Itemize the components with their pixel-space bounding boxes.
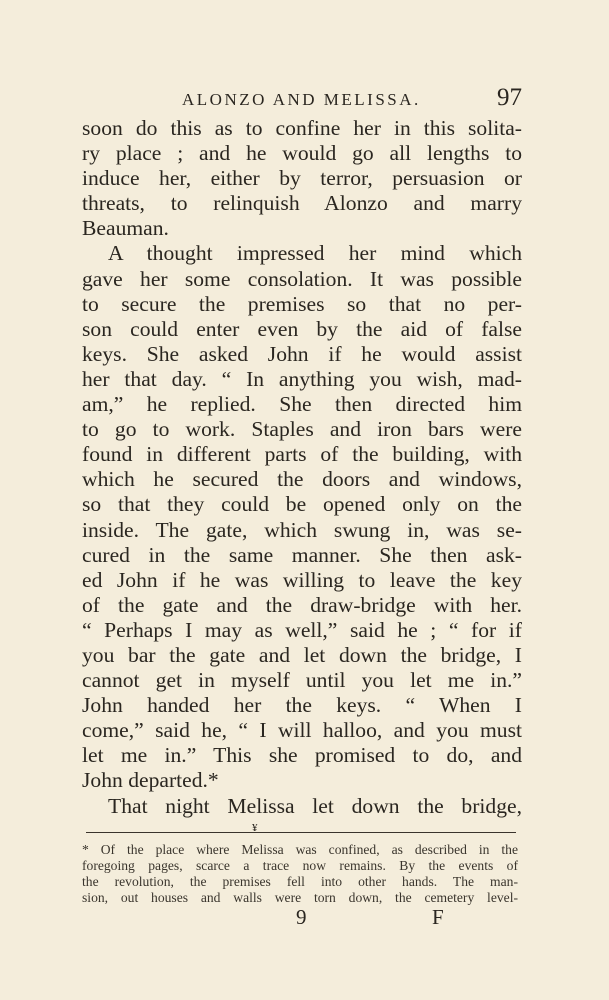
text-line: of the gate and the draw-bridge with her. <box>82 592 522 617</box>
text-line: John handed her the keys. “ When I <box>82 693 522 718</box>
text-line: ed John if he was willing to leave the key <box>82 567 522 592</box>
text-line: John departed.* <box>82 768 219 793</box>
text-line: ry place ; and he would go all lengths to <box>82 141 522 166</box>
footnote-rule <box>86 832 516 833</box>
text-line: cured in the same manner. She then ask- <box>82 542 522 567</box>
footnote-line: the revolution, the premises fell into other hands. The man- <box>82 874 518 889</box>
footnote <box>82 842 518 906</box>
text-line: come,” said he, “ I will halloo, and you must <box>82 718 522 743</box>
footnote-line: foregoing pages, scarce a trace now remains. By the events of <box>82 858 518 873</box>
text-line: which he secured the doors and windows, <box>82 467 522 492</box>
text-line: you bar the gate and let down the bridge, I <box>82 642 522 667</box>
text-line: found in different parts of the building, with <box>82 442 522 467</box>
signature-letter: F <box>432 905 444 929</box>
text-line: threats, to relinquish Alonzo and marry <box>82 191 522 216</box>
text-line: A thought impressed her mind which <box>108 241 522 266</box>
rule-mark: ¥ <box>252 822 258 834</box>
footnote-line: sion, out houses and walls were torn down, the cemetery level- <box>82 890 518 905</box>
text-line: Beauman. <box>82 216 169 241</box>
page-number: 97 <box>497 84 522 111</box>
text-line: so that they could be opened only on the <box>82 492 522 517</box>
body-text <box>82 116 522 819</box>
text-line: to go to work. Staples and iron bars were <box>82 417 522 442</box>
text-line: cannot get in myself until you let me in.” <box>82 668 522 693</box>
running-title: ALONZO AND MELISSA. <box>182 90 421 109</box>
signature-marks <box>82 905 522 935</box>
text-line: That night Melissa let down the bridge, <box>108 793 522 818</box>
footnote-line: * Of the place where Melissa was confined, as described in the <box>82 842 518 857</box>
text-line: am,” he replied. She then directed him <box>82 392 522 417</box>
text-line: let me in.” This she promised to do, and <box>82 743 522 768</box>
text-line: to secure the premises so that no per- <box>82 291 522 316</box>
text-line: “ Perhaps I may as well,” said he ; “ for if <box>82 617 522 642</box>
text-line: gave her some consolation. It was possible <box>82 266 522 291</box>
running-head <box>82 86 522 116</box>
text-line: induce her, either by terror, persuasion or <box>82 166 522 191</box>
text-line: her that day. “ In anything you wish, mad- <box>82 366 522 391</box>
signature-number: 9 <box>296 905 307 929</box>
text-line: keys. She asked John if he would assist <box>82 341 522 366</box>
text-line: son could enter even by the aid of false <box>82 316 522 341</box>
text-line: soon do this as to confine her in this solita- <box>82 116 522 140</box>
text-line: inside. The gate, which swung in, was se- <box>82 517 522 542</box>
